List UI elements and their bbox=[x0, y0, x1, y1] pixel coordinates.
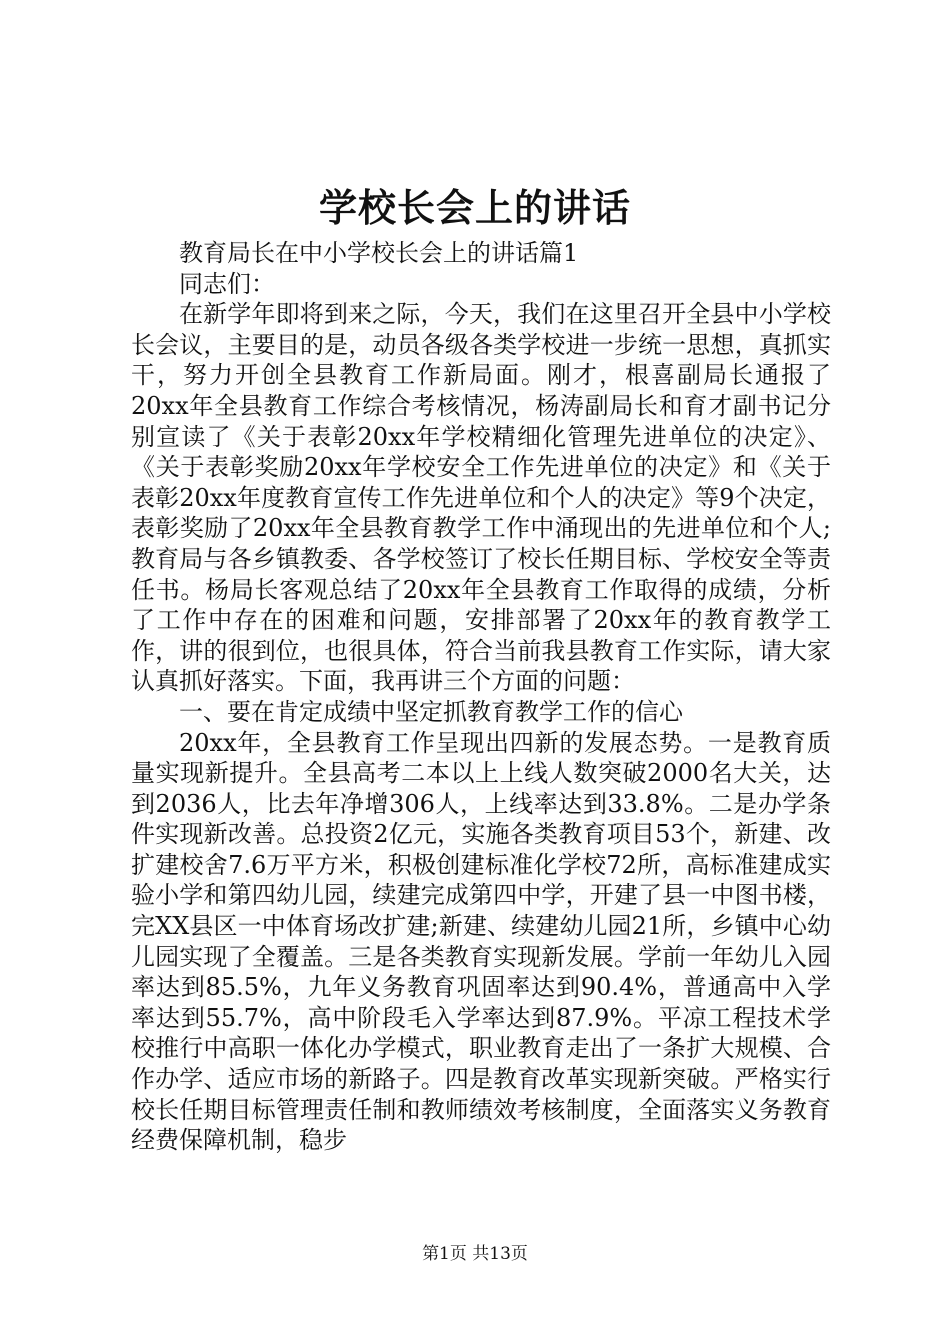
body-paragraph: 在新学年即将到来之际，今天，我们在这里召开全县中小学校长会议，主要目的是，动员各级各类学校进一步统一思想，真抓实干，努力开创全县教育工作新局面。刚才，根喜副局长通报了20xx年全县教育工作综合考核情况，杨涛副局长和育才副书记分别宣读了《关于表彰20xx年学校精细化管理先进单位的决定》、《关于表彰奖励20xx年学校安全工作先进单位的决定》和《关于表彰20xx年度教育宣传工作先进单位和个人的决定》等9个决定，表彰奖励了20xx年全县教育教学工作中涌现出的先进单位和个人;教育局与各乡镇教委、各学校签订了校长任期目标、学校安全等责任书。杨局长客观总结了20xx年全县教育工作取得的成绩，分析了工作中存在的困难和问题，安排部署了20xx年的教育教学工作，讲的很到位，也很具体，符合当前我县教育工作实际，请大家认真抓好落实。下面，我再讲三个方面的问题： bbox=[131, 300, 831, 696]
section-heading: 一、要在肯定成绩中坚定抓教育教学工作的信心 bbox=[179, 697, 683, 726]
page-number-footer: 第1页 共13页 bbox=[422, 1244, 528, 1264]
body-paragraph: 20xx年，全县教育工作呈现出四新的发展态势。一是教育质量实现新提升。全县高考二本以上上线人数突破2000名大关，达到2036人，比去年净增306人，上线率达到33.8%。二是办学条件实现新改善。总投资2亿元，实施各类教育项目53个，新建、改扩建校舍7.6万平方米，积极创建标准化学校72所，高标准建成实验小学和第四幼儿园，续建完成第四中学，开建了县一中图书楼，完XX县区一中体育场改扩建;新建、续建幼儿园21所，乡镇中心幼儿园实现了全覆盖。三是各类教育实现新发展。学前一年幼儿入园率达到85.5%，九年义务教育巩固率达到90.4%，普通高中入学率达到55.7%，高中阶段毛入学率达到87.9%。平凉工程技术学校推行中高职一体化办学模式，职业教育走出了一条扩大规模、合作办学、适应市场的新路子。四是教育改革实现新突破。严格实行校长任期目标管理责任制和教师绩效考核制度，全面落实义务教育经费保障机制，稳步 bbox=[131, 728, 831, 1155]
document-body bbox=[131, 238, 831, 1156]
document-title: 学校长会上的讲话 bbox=[318, 185, 631, 230]
salutation: 同志们： bbox=[179, 269, 275, 298]
section-heading: 教育局长在中小学校长会上的讲话篇1 bbox=[179, 239, 579, 267]
